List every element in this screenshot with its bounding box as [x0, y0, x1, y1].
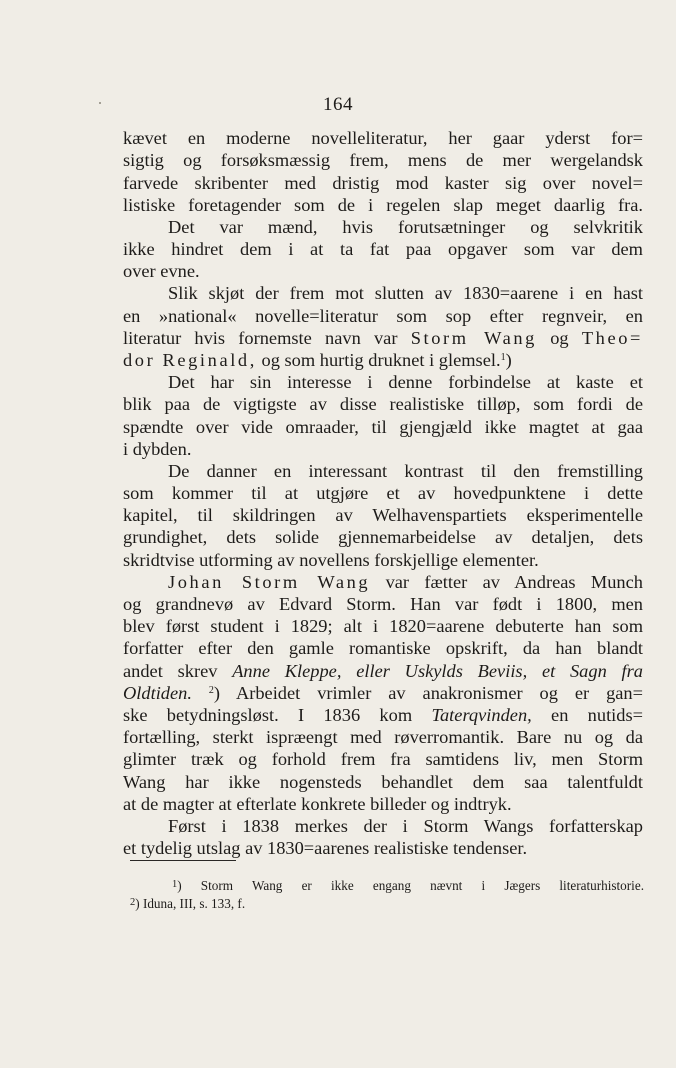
text-line: skridtvise utforming av novellens forskjellige elementer. [123, 550, 539, 570]
page-number: 164 [323, 94, 353, 115]
footnote-ref: 2 [208, 685, 214, 696]
text-line: glimter træk og forhold frem fra samtidens liv, men Storm [123, 749, 643, 769]
text-line: ikke hindret dem i at ta fat paa opgaver som var dem [123, 239, 643, 259]
text-line: blev først student i 1829; alt i 1820=aarene debuterte han som [123, 616, 643, 636]
author-name-spaced: dor Reginald, [123, 350, 257, 370]
text-line: kævet en moderne novelleliteratur, her gaar yderst for= [123, 128, 643, 148]
book-title: Taterqvinden, [431, 705, 532, 725]
text-line: grundighet, dets solide gjennemarbeidelse av detaljen, dets [123, 527, 643, 547]
text-segment: ) Arbeidet vrimler av anakronismer og er gan= [213, 683, 644, 703]
text-line: et tydelig utslag av 1830=aarenes realistiske tendenser. [123, 838, 528, 858]
text-line: Det var mænd, hvis forutsætninger og selvkritik [168, 217, 643, 237]
text-line [123, 571, 643, 593]
text-line [123, 704, 643, 726]
text-line: De danner en interessant kontrast til den fremstilling [168, 461, 643, 481]
footnote-divider [130, 860, 236, 861]
author-name-spaced: Storm Wang [410, 328, 537, 348]
footnote-text: ) Iduna, III, s. 133, f. [135, 896, 246, 911]
text-line: spændte over vide omraader, til gjengjæld ikke magtet at gaa [123, 417, 643, 437]
book-title: Anne Kleppe, eller Uskylds Beviis, et Sagn fra [232, 661, 643, 681]
text-line: at de magter at efterlate konkrete billeder og indtryk. [123, 794, 512, 814]
footnote-text: ) Storm Wang er ikke engang nævnt i Jægers literaturhistorie. [177, 878, 644, 893]
text-segment: en nutids= [551, 705, 644, 725]
text-segment: ske betydningsløst. I 1836 kom [123, 705, 413, 725]
text-line [123, 660, 643, 682]
text-line: som kommer til at utgjøre et av hovedpunktene i dette [123, 483, 643, 503]
text-line: over evne. [123, 261, 200, 281]
text-line [123, 349, 643, 371]
text-line: kapitel, til skildringen av Welhavenspartiets eksperimentelle [123, 505, 643, 525]
text-line [123, 682, 643, 704]
text-line: i dybden. [123, 439, 192, 459]
author-name-spaced: Johan Storm Wang [168, 572, 371, 592]
footnote-mark: 1 [172, 879, 178, 890]
author-name-spaced: Theo= [581, 328, 643, 348]
text-line: Det har sin interesse i denne forbindelse at kaste et [168, 372, 643, 392]
text-segment: og som hurtig druknet i glemsel. [261, 350, 501, 370]
text-line: forfatter efter den gamle romantiske opskrift, da han blandt [123, 638, 643, 658]
book-title: Oldtiden. [123, 683, 192, 703]
text-line: blik paa de vigtigste av disse realistiske tilløp, som fordi de [123, 394, 643, 414]
text-segment: andet skrev [123, 661, 218, 681]
text-line: Wang har ikke nogensteds behandlet dem saa talentfuldt [123, 772, 643, 792]
text-segment: og [550, 328, 569, 348]
text-line: farvede skribenter med dristig mod kaster sig over novel= [123, 173, 643, 193]
text-line: en »national« novelle=literatur som sop efter regnveir, en [123, 306, 643, 326]
text-segment: literatur hvis fornemste navn var [123, 328, 398, 348]
text-line [123, 327, 643, 349]
text-line: og grandnevø av Edvard Storm. Han var født i 1800, men [123, 594, 643, 614]
text-line: fortælling, sterkt ispræengt med røverromantik. Bare nu og da [123, 727, 643, 747]
text-segment: var fætter av Andreas Munch [385, 572, 643, 592]
footnote [172, 876, 644, 893]
text-line: sigtig og forsøksmæssig frem, mens de mer wergelandsk [123, 150, 643, 170]
footnote [130, 894, 245, 911]
text-line: Slik skjøt der frem mot slutten av 1830=aarene i en hast [168, 283, 643, 303]
text-line: Først i 1838 merkes der i Storm Wangs forfatterskap [168, 816, 643, 836]
footnote-mark: 2 [130, 897, 136, 908]
footnote-ref: 1 [500, 352, 506, 363]
text-segment: ) [505, 350, 512, 370]
text-line: listiske foretagender som de i regelen slap meget daarlig fra. [123, 195, 643, 215]
